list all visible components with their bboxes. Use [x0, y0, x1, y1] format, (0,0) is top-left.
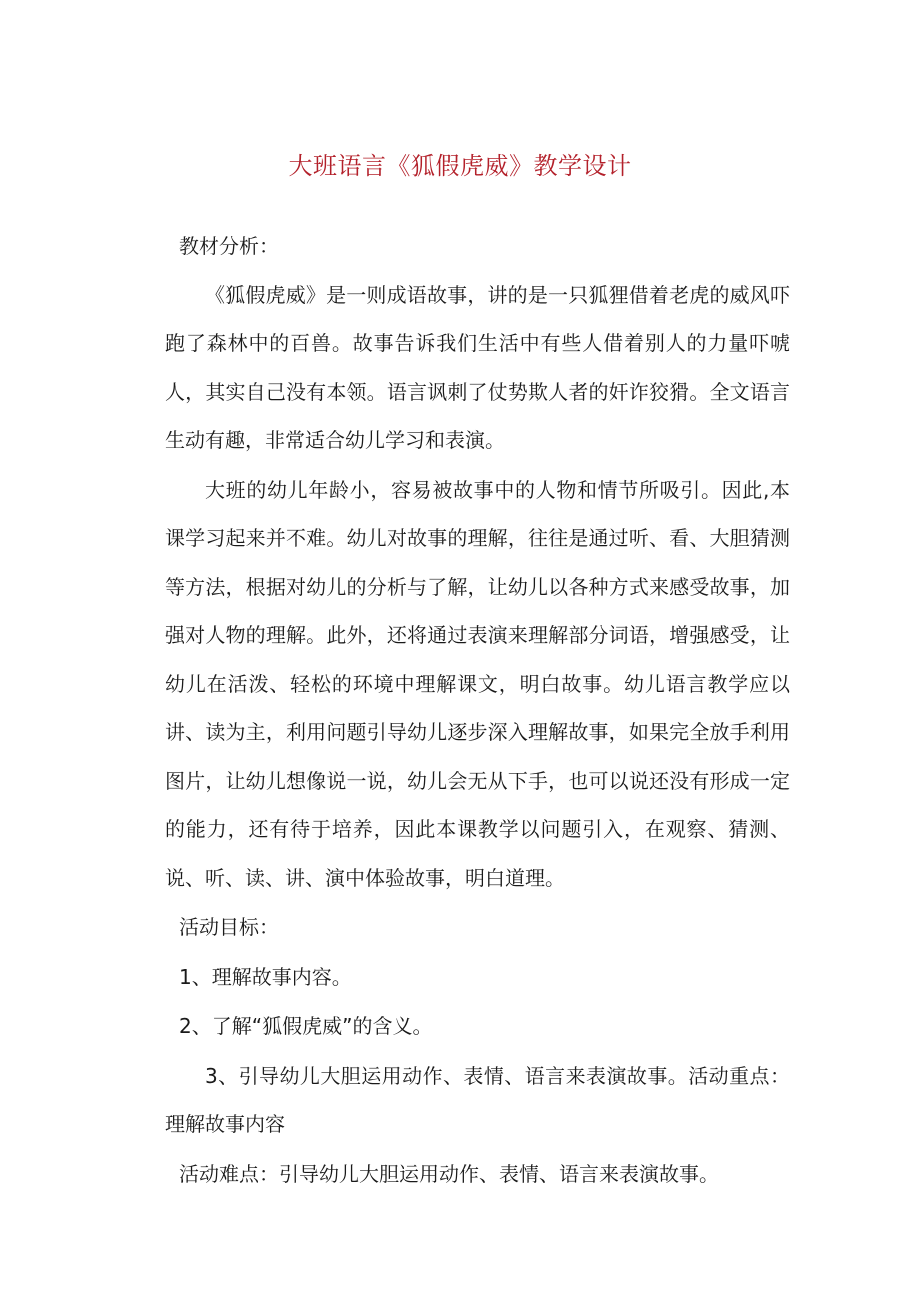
goal-item-1: 1、理解故事内容。	[179, 964, 352, 989]
paragraph-story-summary: 《狐假虎威》是一则成语故事，讲的是一只狐狸借着老虎的威风吓跑了森林中的百兽。故事告诉我们生活中有些人借着别人的力量吓唬人，其实自己没有本领。语言讽刺了仗势欺人者的奸诈狡猾。全文语言生动有趣，非常适合幼儿学习和表演。	[165, 282, 790, 452]
document-body	[165, 222, 790, 1198]
paragraph-learner-analysis: 大班的幼儿年龄小，容易被故事中的人物和情节所吸引。因此,本课学习起来并不难。幼儿对故事的理解，往往是通过听、看、大胆猜测等方法，根据对幼儿的分析与了解，让幼儿以各种方式来感受故事，加强对人物的理解。此外，还将通过表演来理解部分词语，增强感受，让幼儿在活泼、轻松的环境中理解课文，明白故事。幼儿语言教学应以讲、读为主，利用问题引导幼儿逐步深入理解故事，如果完全放手利用图片，让幼儿想像说一说，幼儿会无从下手，也可以说还没有形成一定的能力，还有待于培养，因此本课教学以问题引入，在观察、猜测、说、听、读、讲、演中体验故事，明白道理。	[165, 477, 790, 890]
section-heading-activity-goals: 活动目标：	[179, 915, 279, 939]
goal-item-3: 3、引导幼儿大胆运用动作、表情、语言来表演故事。活动重点：理解故事内容	[165, 1063, 790, 1136]
section-heading-textbook-analysis: 教材分析：	[179, 234, 279, 258]
section-heading-activity-difficulty: 活动难点：引导幼儿大胆运用动作、表情、语言来表演故事。	[179, 1161, 719, 1186]
goal-item-2: 2、了解“狐假虎威”的含义。	[179, 1014, 433, 1038]
document-title: 大班语言《狐假虎威》教学设计	[288, 152, 632, 180]
